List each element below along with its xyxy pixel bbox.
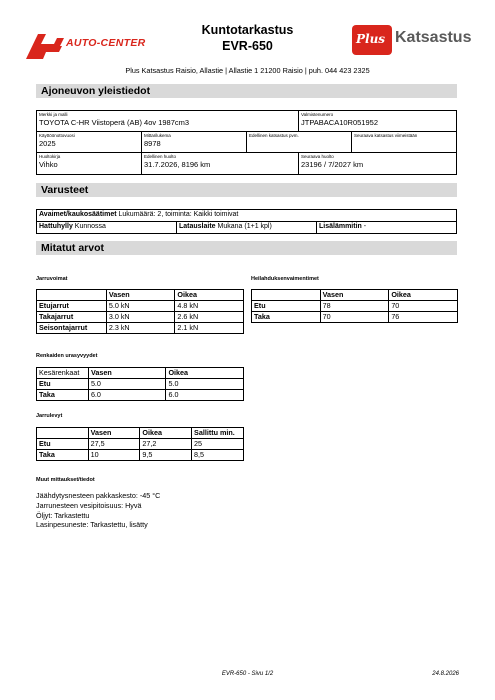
brake-discs-col-left: Vasen — [88, 428, 140, 439]
section-equipment: Varusteet — [36, 183, 457, 197]
tire-tread-title: Renkaiden urasyvyydet — [36, 353, 98, 359]
service-book-label: Huoltokirja — [39, 154, 61, 159]
heater-row — [316, 221, 457, 234]
prev-service-cell — [141, 152, 299, 175]
right-value: 2.1 kN — [175, 323, 244, 334]
list-item: Jäähdytysnesteen pakkaskesto: -45 °C — [36, 491, 161, 500]
list-item: Jarrunesteen vesipitoisuus: Hyvä — [36, 500, 142, 510]
left-value: 2.3 kN — [106, 323, 175, 334]
right-value: 2.6 kN — [175, 312, 244, 323]
prev-inspection-cell — [246, 131, 352, 153]
make-model-value: TOYOTA C-HR Viistoperä (AB) 4ov 1987cm3 — [39, 118, 190, 127]
brake-force-corner — [37, 290, 107, 301]
right-value: 4.8 kN — [175, 301, 244, 312]
list-item: Öljyt: Tarkastettu — [36, 510, 90, 520]
heater-label: Lisälämmitin — [319, 223, 362, 230]
auto-center-logo-text: AUTO-CENTER — [66, 37, 146, 49]
vin-cell — [298, 110, 457, 132]
row-label: Etu — [37, 379, 89, 390]
brake-discs-corner — [37, 428, 89, 439]
row-label: Etujarrut — [37, 301, 107, 312]
brake-force-title: Jarruvoimat — [36, 276, 68, 282]
vin-value: JTPABACA10R051952 — [301, 118, 378, 127]
hat-shelf-label: Hattuhylly — [39, 223, 73, 230]
document-title: Kuntotarkastus — [201, 23, 294, 37]
left-value: 27,5 — [88, 439, 140, 450]
tire-tread-table — [36, 367, 244, 401]
plus-katsastus-logo — [352, 25, 472, 55]
next-service-cell — [298, 152, 457, 175]
left-value: 5.0 kN — [106, 301, 175, 312]
next-service-value: 23196 / 7/2027 km — [301, 160, 364, 169]
brake-discs-title: Jarrulevyt — [36, 413, 63, 419]
other-measurements-title: Muut mittaukset/tiedot — [36, 477, 95, 483]
report-header — [0, 0, 495, 80]
next-service-label: Seuraava huolto — [301, 154, 334, 159]
shock-absorbers-header-row — [252, 290, 458, 301]
page-footer: EVR-650 - Sivu 1/2 — [221, 671, 274, 677]
keys-label: Avaimet/kaukosäätimet — [39, 211, 117, 218]
plus-badge-icon — [352, 25, 392, 55]
row-label: Taka — [37, 450, 89, 461]
shock-absorbers-corner — [252, 290, 321, 301]
row-label: Etu — [252, 301, 321, 312]
other-measurements-list — [36, 491, 160, 530]
tire-type-label: Kesärenkaat — [37, 368, 89, 379]
auto-center-logo — [24, 32, 154, 60]
brake-discs-table — [36, 427, 244, 461]
prev-service-label: Edellinen huolto — [144, 154, 177, 159]
brake-discs-col-right: Oikea — [140, 428, 192, 439]
left-value: 10 — [88, 450, 140, 461]
shock-absorbers-col-left: Vasen — [320, 290, 389, 301]
right-value: 27,2 — [140, 439, 192, 450]
footer-date: 24.8.2026 — [432, 671, 459, 677]
min-value: 8,5 — [192, 450, 244, 461]
table-row — [37, 450, 244, 461]
make-model-cell — [36, 110, 299, 132]
left-value: 6.0 — [88, 390, 166, 401]
brake-discs-header-row — [37, 428, 244, 439]
brake-force-table — [36, 289, 244, 334]
document-title-block — [170, 22, 325, 54]
charger-row — [176, 221, 317, 234]
tire-tread-col-right: Oikea — [166, 368, 244, 379]
table-row — [37, 301, 244, 312]
brake-force-col-left: Vasen — [106, 290, 175, 301]
brake-discs-col-min: Sallittu min. — [192, 428, 244, 439]
left-value: 78 — [320, 301, 389, 312]
min-value: 25 — [192, 439, 244, 450]
table-row — [37, 379, 244, 390]
right-value: 76 — [389, 312, 458, 323]
vin-label: Valmistenumero — [301, 112, 334, 117]
row-label: Taka — [37, 390, 89, 401]
service-book-cell — [36, 152, 142, 175]
charger-label: Latauslaite — [179, 223, 216, 230]
table-row — [37, 390, 244, 401]
brake-force-col-right: Oikea — [175, 290, 244, 301]
auto-center-mark-icon — [24, 32, 64, 60]
section-measurements: Mitatut arvot — [36, 241, 457, 255]
first-use-cell — [36, 131, 142, 153]
plus-badge-text: Plus — [356, 32, 386, 46]
plus-logo-text: Katsastus — [395, 29, 472, 46]
odometer-value: 8978 — [144, 139, 161, 148]
odometer-label: Mittarilukema — [144, 133, 171, 138]
table-row — [37, 312, 244, 323]
keys-value: Lukumäärä: 2, toiminta: Kaikki toimivat — [118, 211, 239, 218]
right-value: 5.0 — [166, 379, 244, 390]
table-row — [37, 439, 244, 450]
table-row — [37, 323, 244, 334]
right-value: 70 — [389, 301, 458, 312]
table-row — [252, 301, 458, 312]
row-label: Etu — [37, 439, 89, 450]
row-label: Taka — [252, 312, 321, 323]
section-vehicle-info: Ajoneuvon yleistiedot — [36, 84, 457, 98]
shock-absorbers-table — [251, 289, 458, 323]
service-book-value: Vihko — [39, 160, 58, 169]
heater-value: - — [363, 223, 367, 230]
tire-tread-col-left: Vasen — [88, 368, 166, 379]
make-model-label: Merkki ja malli — [39, 112, 68, 117]
left-value: 5.0 — [88, 379, 166, 390]
prev-inspection-label: Edellinen katsastus pvm. — [249, 133, 299, 138]
prev-service-value: 31.7.2026, 8196 km — [144, 160, 211, 169]
row-label: Takajarrut — [37, 312, 107, 323]
hat-shelf-value: Kunnossa — [74, 223, 106, 230]
brake-force-header-row — [37, 290, 244, 301]
shock-absorbers-col-right: Oikea — [389, 290, 458, 301]
first-use-value: 2025 — [39, 139, 56, 148]
first-use-label: Käyttöönottovuosi — [39, 133, 75, 138]
charger-value: Mukana (1+1 kpl) — [217, 223, 272, 230]
registration-number: EVR-650 — [222, 39, 273, 53]
shock-absorbers-title: Heilahduksenvaimentimet — [251, 276, 319, 282]
next-inspection-cell — [351, 131, 457, 153]
row-label: Seisontajarrut — [37, 323, 107, 334]
next-inspection-label: Seuraava katsastus viimeistään — [354, 133, 418, 138]
odometer-cell — [141, 131, 247, 153]
hat-shelf-row — [36, 221, 177, 234]
left-value: 3.0 kN — [106, 312, 175, 323]
left-value: 70 — [320, 312, 389, 323]
right-value: 9,5 — [140, 450, 192, 461]
right-value: 6.0 — [166, 390, 244, 401]
list-item: Lasinpesuneste: Tarkastettu, lisätty — [36, 520, 148, 530]
tire-tread-header-row — [37, 368, 244, 379]
station-address: Plus Katsastus Raisio, Allastie | Allastie 1 21200 Raisio | puh. 044 423 2325 — [125, 66, 370, 75]
table-row — [252, 312, 458, 323]
